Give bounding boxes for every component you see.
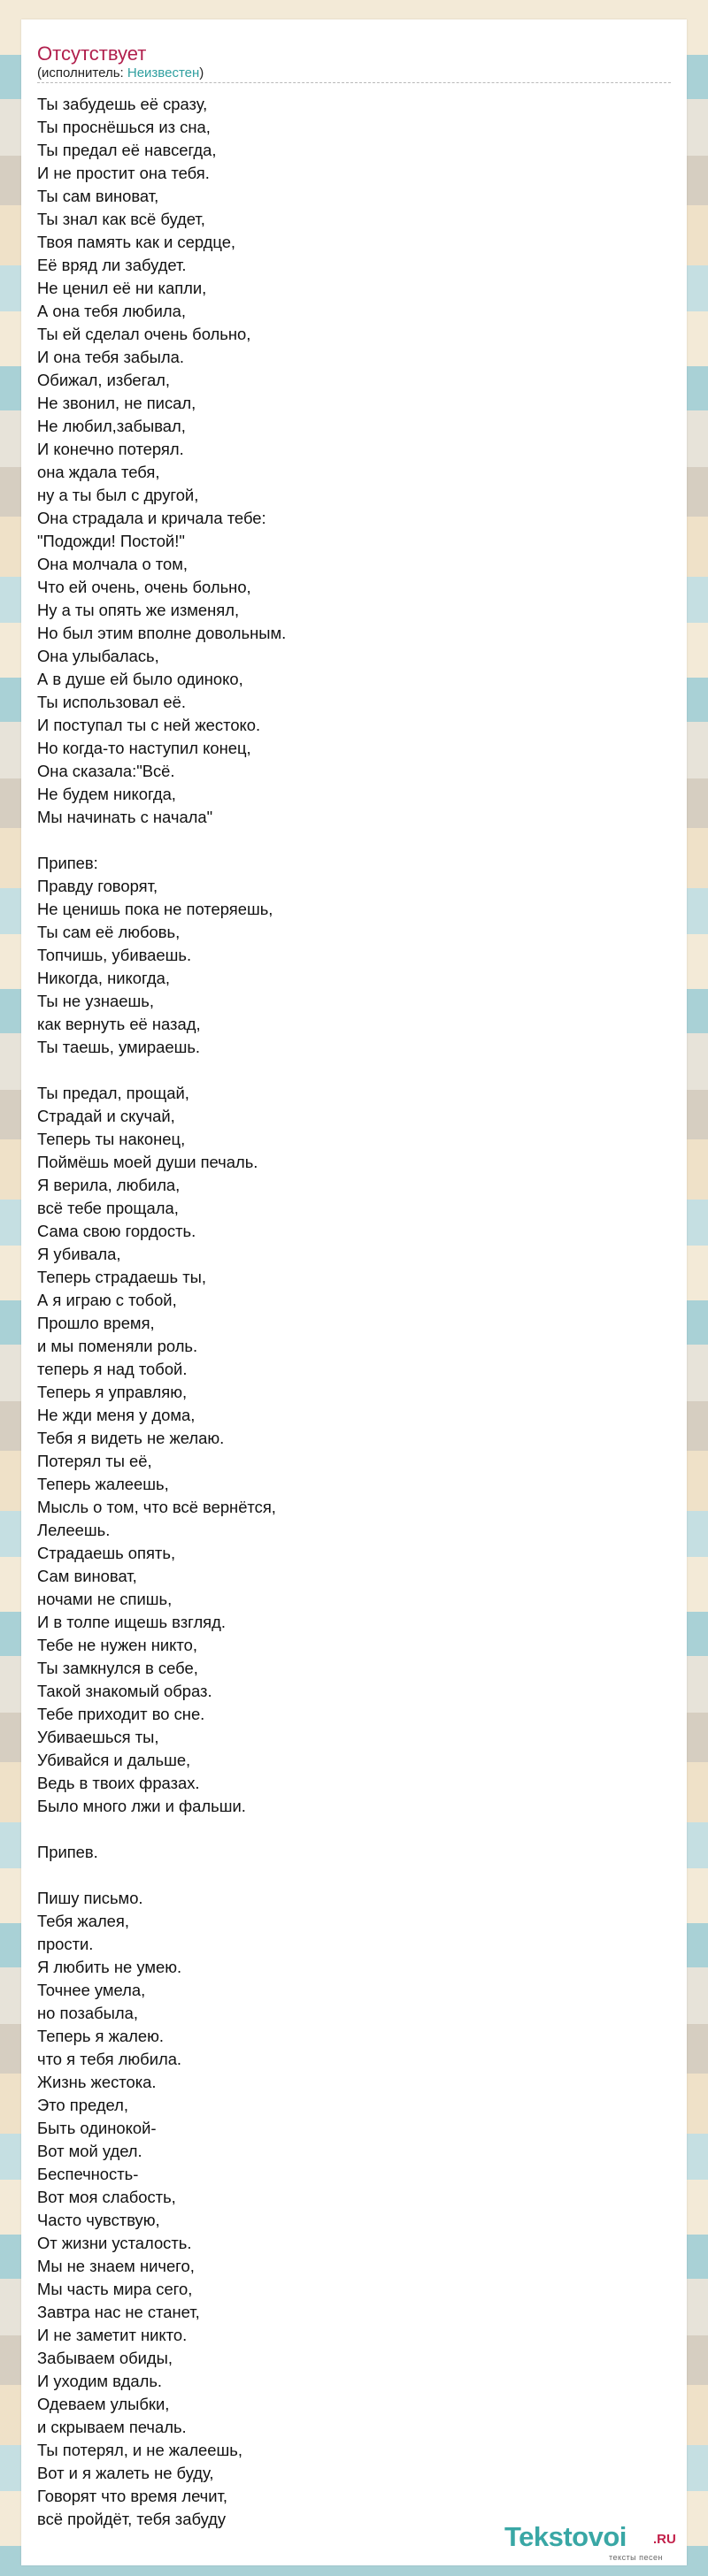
artist-link[interactable]: Неизвестен <box>127 65 200 80</box>
artist-line <box>37 65 204 80</box>
artist-suffix: ) <box>199 65 204 80</box>
song-title: Отсутствует <box>37 42 147 65</box>
title-divider <box>37 82 671 83</box>
lyrics-card <box>21 19 687 2565</box>
logo-tagline: тексты песен <box>609 2553 664 2562</box>
logo-domain-suffix: .RU <box>653 2532 676 2547</box>
site-logo[interactable] <box>504 2521 681 2564</box>
artist-prefix: (исполнитель: <box>37 65 127 80</box>
lyrics-text: Ты забудешь её сразу, Ты проснёшься из сна, Ты предал её навсегда, И не простит она тебя. Ты сам виноват, Ты знал как всё будет, Твоя память как и сердце, Её вряд ли забудет. Не ценил её ни капли, А она тебя любила, Ты ей сделал очень больно, И она тебя забыла. Обижал, избегал, Не звонил, не писал, Не любил,забывал, И конечно потерял. она ждала тебя, ну а ты был с другой, Она страдала и кричала тебе: "Подожди! Постой!" Она молчала о том, Что ей очень, очень больно, Ну а ты опять же изменял, Но был этим вполне довольным. Она улыбалась, А в душе ей было одиноко, Ты использовал её. И поступал ты с ней жестоко. Но когда-то наступил конец, Она сказала:"Всё. Не будем никогда, Мы начинать с начала" Припев: Правду говорят, Не ценишь пока не потеряешь, Ты сам её любовь, Топчишь, убиваешь. Никогда, никогда, Ты не узнаешь, как вернуть её назад, Ты таешь, умираешь. Ты предал, прощай, Страдай и скучай, Теперь ты наконец, Поймёшь моей души печаль. Я верила, любила, всё тебе прощала, Сама свою гордость. Я убивала, Теперь страдаешь ты, А я играю с тобой, Прошло время, и мы поменяли роль. теперь я над тобой. Теперь я управляю, Не жди меня у дома, Тебя я видеть не желаю. Потерял ты её, Теперь жалеешь, Мысль о том, что всё вернётся, Лелеешь. Страдаешь опять, Сам виноват, ночами не спишь, И в толпе ищешь взгляд. Тебе не нужен никто, Ты замкнулся в себе, Такой знакомый образ. Тебе приходит во сне. Убиваешься ты, Убивайся и дальше, Ведь в твоих фразах. Было много лжи и фальши. Припев. Пишу письмо. Тебя жалея, прости. Я любить не умею. Точнее умела, но позабыла, Теперь я жалею. что я тебя любила. Жизнь жестока. Это предел, Быть одинокой- Вот мой удел. Беспечность- Вот моя слабость, Часто чувствую, От жизни усталость. Мы не знаем ничего, Мы часть мира сего, Завтра нас не станет, И не заметит никто. Забываем обиды, И уходим вдаль. Одеваем улыбки, и скрываем печаль. Ты потерял, и не жалеешь, Вот и я жалеть не буду, Говорят что время лечит, всё пройдёт, тебя забуду <box>37 95 287 2528</box>
logo-main-text: Tekstovoi <box>504 2521 627 2552</box>
